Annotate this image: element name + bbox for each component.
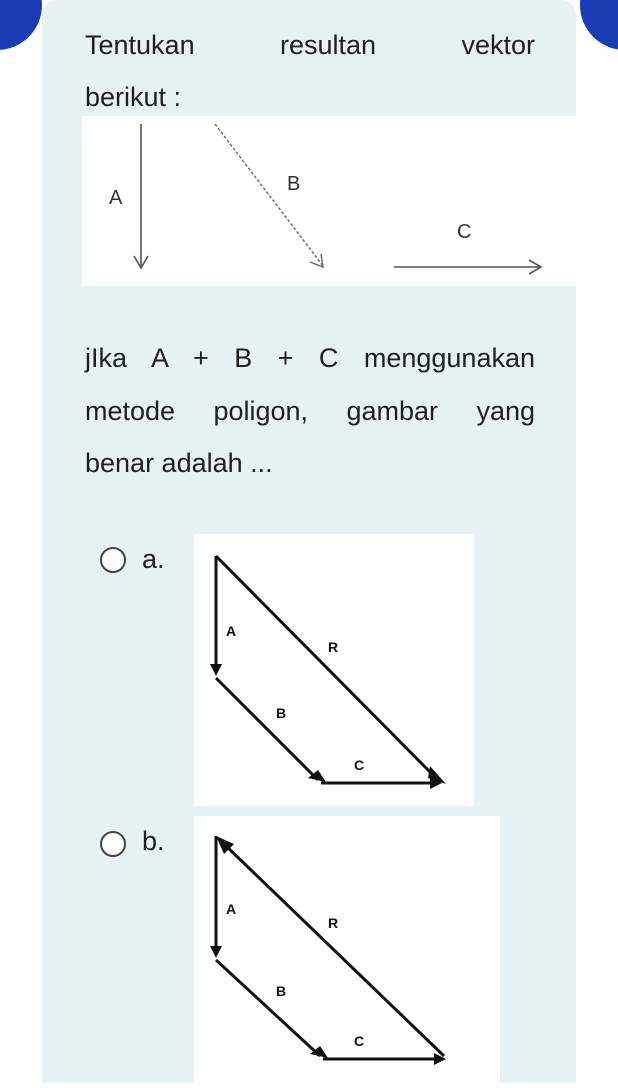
question-line-3: jIka A + B + C menggunakan [85,343,535,373]
option-b-letter[interactable]: b. [142,826,165,856]
question-line-1: Tentukan resultan vektor [85,30,535,60]
option-b-label-c: C [354,1033,365,1049]
option-b-vector-r [224,844,444,1056]
option-b-radio[interactable] [100,831,126,857]
corner-decoration-left [0,0,42,50]
question-line-4: metode poligon, gambar yang [85,396,535,426]
vector-a-label: A [109,187,123,209]
question-line-2: berikut : [85,82,182,112]
option-a-label-r: R [328,639,339,655]
option-a-vector-b [216,678,318,780]
option-b-vector-b [216,960,320,1056]
question-line-5: benar adalah ... [85,448,273,478]
option-a-letter[interactable]: a. [142,544,165,574]
option-b-label-a: A [226,901,237,917]
vector-b-line [215,124,323,266]
vector-figure [82,116,576,286]
option-a-radio[interactable] [100,547,126,573]
option-a-vector-a-arrowhead [210,664,222,676]
option-a-label-a: A [226,623,237,639]
vector-b-arrowhead [310,254,323,267]
option-b-vector-a-arrowhead [210,946,222,958]
option-a-vector-r [216,556,438,780]
vector-c-label: C [457,221,472,243]
corner-decoration-right [580,0,618,50]
option-a-image[interactable] [194,534,474,806]
vector-b-label: B [287,173,301,195]
option-b-image[interactable] [194,816,500,1083]
option-b-label-r: R [328,915,339,931]
option-b-label-b: B [276,983,287,999]
option-a-label-b: B [276,705,287,721]
option-a-label-c: C [354,757,365,773]
